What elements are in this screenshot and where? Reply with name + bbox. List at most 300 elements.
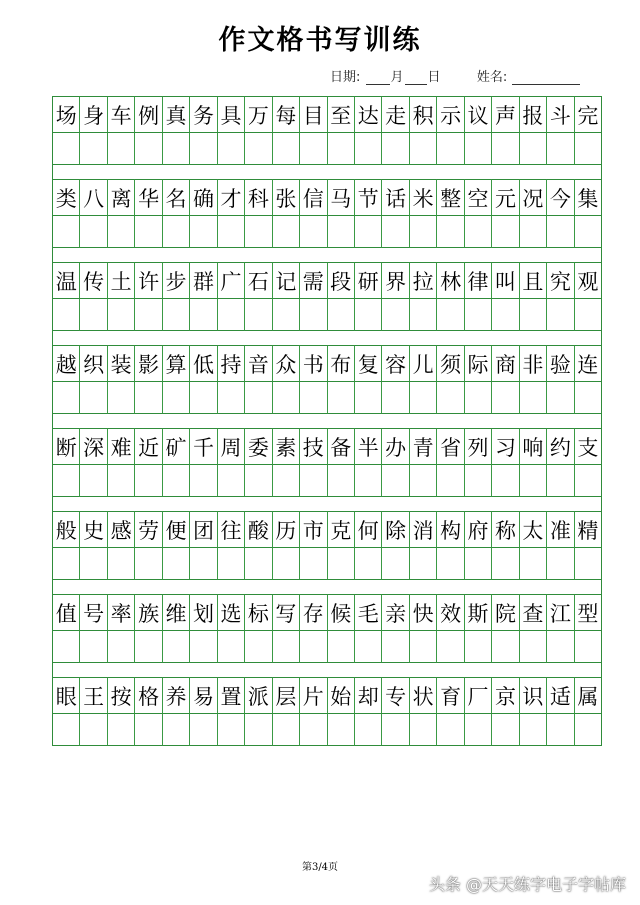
practice-cell[interactable] bbox=[108, 299, 135, 331]
practice-cell[interactable] bbox=[218, 216, 245, 248]
practice-cell[interactable] bbox=[190, 299, 217, 331]
practice-cell[interactable] bbox=[575, 548, 602, 580]
character-cell: 约 bbox=[547, 428, 574, 465]
practice-cell[interactable] bbox=[135, 382, 162, 414]
character-cell: 青 bbox=[410, 428, 437, 465]
practice-cell[interactable] bbox=[547, 714, 574, 746]
practice-cell[interactable] bbox=[190, 133, 217, 165]
practice-cell[interactable] bbox=[245, 216, 272, 248]
character-cell: 江 bbox=[547, 594, 574, 631]
character-cell: 近 bbox=[135, 428, 162, 465]
practice-cell[interactable] bbox=[163, 216, 190, 248]
practice-cell[interactable] bbox=[163, 382, 190, 414]
character-cell: 记 bbox=[273, 262, 300, 299]
character-cell: 识 bbox=[520, 677, 547, 714]
practice-cell[interactable] bbox=[108, 216, 135, 248]
character-cell: 示 bbox=[437, 96, 464, 133]
practice-cell[interactable] bbox=[465, 631, 492, 663]
practice-cell[interactable] bbox=[218, 465, 245, 497]
practice-cell[interactable] bbox=[190, 714, 217, 746]
practice-cell[interactable] bbox=[492, 299, 519, 331]
practice-cell[interactable] bbox=[328, 382, 355, 414]
character-cell: 毛 bbox=[355, 594, 382, 631]
character-cell: 适 bbox=[547, 677, 574, 714]
character-cell: 状 bbox=[410, 677, 437, 714]
practice-cell[interactable] bbox=[245, 299, 272, 331]
practice-cell[interactable] bbox=[135, 631, 162, 663]
practice-cell[interactable] bbox=[300, 465, 327, 497]
practice-row bbox=[52, 133, 602, 165]
practice-cell[interactable] bbox=[437, 714, 464, 746]
practice-row bbox=[52, 548, 602, 580]
practice-cell[interactable] bbox=[492, 548, 519, 580]
character-cell: 整 bbox=[437, 179, 464, 216]
practice-cell[interactable] bbox=[575, 382, 602, 414]
row-gap bbox=[52, 248, 602, 262]
character-cell: 养 bbox=[163, 677, 190, 714]
practice-cell[interactable] bbox=[273, 465, 300, 497]
character-row bbox=[52, 594, 602, 631]
character-cell: 千 bbox=[190, 428, 217, 465]
character-row bbox=[52, 511, 602, 548]
practice-cell[interactable] bbox=[410, 714, 437, 746]
character-cell: 越 bbox=[53, 345, 80, 382]
character-cell: 始 bbox=[328, 677, 355, 714]
character-cell: 例 bbox=[135, 96, 162, 133]
day-label: 日 bbox=[427, 70, 441, 85]
practice-cell[interactable] bbox=[300, 133, 327, 165]
practice-cell[interactable] bbox=[218, 631, 245, 663]
practice-cell[interactable] bbox=[300, 382, 327, 414]
practice-cell[interactable] bbox=[300, 714, 327, 746]
practice-cell[interactable] bbox=[80, 382, 107, 414]
practice-cell[interactable] bbox=[80, 465, 107, 497]
practice-cell[interactable] bbox=[273, 133, 300, 165]
practice-cell[interactable] bbox=[218, 548, 245, 580]
practice-cell[interactable] bbox=[465, 714, 492, 746]
character-cell: 周 bbox=[218, 428, 245, 465]
practice-cell[interactable] bbox=[80, 714, 107, 746]
practice-cell[interactable] bbox=[108, 714, 135, 746]
character-cell: 土 bbox=[108, 262, 135, 299]
practice-cell[interactable] bbox=[410, 299, 437, 331]
character-cell: 酸 bbox=[245, 511, 272, 548]
practice-cell[interactable] bbox=[245, 382, 272, 414]
character-cell: 拉 bbox=[410, 262, 437, 299]
practice-cell[interactable] bbox=[492, 465, 519, 497]
character-cell: 眼 bbox=[53, 677, 80, 714]
practice-cell[interactable] bbox=[492, 631, 519, 663]
character-cell: 布 bbox=[328, 345, 355, 382]
character-cell: 观 bbox=[575, 262, 602, 299]
character-cell: 复 bbox=[355, 345, 382, 382]
practice-cell[interactable] bbox=[410, 382, 437, 414]
character-cell: 府 bbox=[465, 511, 492, 548]
character-cell: 克 bbox=[328, 511, 355, 548]
character-cell: 片 bbox=[300, 677, 327, 714]
practice-cell[interactable] bbox=[382, 631, 409, 663]
row-gap bbox=[52, 580, 602, 594]
practice-cell[interactable] bbox=[520, 714, 547, 746]
practice-cell[interactable] bbox=[245, 465, 272, 497]
practice-cell[interactable] bbox=[437, 548, 464, 580]
practice-cell[interactable] bbox=[108, 465, 135, 497]
practice-cell[interactable] bbox=[273, 631, 300, 663]
practice-cell[interactable] bbox=[547, 216, 574, 248]
practice-cell[interactable] bbox=[190, 631, 217, 663]
character-cell: 验 bbox=[547, 345, 574, 382]
practice-cell[interactable] bbox=[328, 631, 355, 663]
character-cell: 斯 bbox=[465, 594, 492, 631]
character-cell: 便 bbox=[163, 511, 190, 548]
practice-cell[interactable] bbox=[355, 382, 382, 414]
practice-cell[interactable] bbox=[492, 714, 519, 746]
practice-cell[interactable] bbox=[53, 382, 80, 414]
character-cell: 界 bbox=[382, 262, 409, 299]
practice-cell[interactable] bbox=[547, 382, 574, 414]
character-cell: 类 bbox=[53, 179, 80, 216]
practice-cell[interactable] bbox=[300, 299, 327, 331]
practice-cell[interactable] bbox=[190, 382, 217, 414]
character-cell: 习 bbox=[492, 428, 519, 465]
character-cell: 算 bbox=[163, 345, 190, 382]
character-cell: 元 bbox=[492, 179, 519, 216]
row-gap bbox=[52, 414, 602, 428]
character-cell: 至 bbox=[328, 96, 355, 133]
character-cell: 团 bbox=[190, 511, 217, 548]
row-gap bbox=[52, 331, 602, 345]
practice-cell[interactable] bbox=[273, 216, 300, 248]
practice-cell[interactable] bbox=[465, 216, 492, 248]
practice-cell[interactable] bbox=[135, 216, 162, 248]
character-cell: 备 bbox=[328, 428, 355, 465]
practice-cell[interactable] bbox=[80, 299, 107, 331]
practice-cell[interactable] bbox=[355, 133, 382, 165]
practice-cell[interactable] bbox=[382, 548, 409, 580]
character-cell: 查 bbox=[520, 594, 547, 631]
character-cell: 低 bbox=[190, 345, 217, 382]
practice-cell[interactable] bbox=[135, 548, 162, 580]
character-cell: 众 bbox=[273, 345, 300, 382]
practice-cell[interactable] bbox=[492, 382, 519, 414]
practice-cell[interactable] bbox=[163, 133, 190, 165]
practice-cell[interactable] bbox=[382, 133, 409, 165]
practice-cell[interactable] bbox=[80, 548, 107, 580]
practice-cell[interactable] bbox=[108, 631, 135, 663]
practice-cell[interactable] bbox=[575, 216, 602, 248]
character-cell: 才 bbox=[218, 179, 245, 216]
practice-cell[interactable] bbox=[355, 465, 382, 497]
character-cell: 确 bbox=[190, 179, 217, 216]
character-cell: 际 bbox=[465, 345, 492, 382]
page-title: 作文格书写训练 bbox=[218, 25, 422, 56]
character-cell: 派 bbox=[245, 677, 272, 714]
character-cell: 委 bbox=[245, 428, 272, 465]
practice-cell[interactable] bbox=[53, 631, 80, 663]
practice-cell[interactable] bbox=[328, 299, 355, 331]
character-cell: 却 bbox=[355, 677, 382, 714]
practice-cell[interactable] bbox=[520, 299, 547, 331]
practice-cell[interactable] bbox=[547, 631, 574, 663]
writing-grid bbox=[52, 96, 602, 746]
practice-cell[interactable] bbox=[135, 299, 162, 331]
practice-cell[interactable] bbox=[300, 548, 327, 580]
practice-cell[interactable] bbox=[437, 216, 464, 248]
practice-cell[interactable] bbox=[437, 465, 464, 497]
page-number: 第3/4页 bbox=[301, 862, 339, 873]
practice-cell[interactable] bbox=[108, 133, 135, 165]
practice-cell[interactable] bbox=[437, 299, 464, 331]
character-cell: 响 bbox=[520, 428, 547, 465]
practice-cell[interactable] bbox=[163, 548, 190, 580]
character-cell: 走 bbox=[382, 96, 409, 133]
character-cell: 市 bbox=[300, 511, 327, 548]
practice-cell[interactable] bbox=[492, 133, 519, 165]
character-cell: 层 bbox=[273, 677, 300, 714]
character-cell: 支 bbox=[575, 428, 602, 465]
practice-cell[interactable] bbox=[520, 465, 547, 497]
practice-cell[interactable] bbox=[80, 216, 107, 248]
character-cell: 写 bbox=[273, 594, 300, 631]
practice-cell[interactable] bbox=[328, 548, 355, 580]
character-cell: 声 bbox=[492, 96, 519, 133]
practice-cell[interactable] bbox=[135, 133, 162, 165]
character-cell: 身 bbox=[80, 96, 107, 133]
character-cell: 号 bbox=[80, 594, 107, 631]
character-cell: 场 bbox=[53, 96, 80, 133]
character-cell: 空 bbox=[465, 179, 492, 216]
practice-cell[interactable] bbox=[547, 548, 574, 580]
practice-cell[interactable] bbox=[218, 133, 245, 165]
practice-cell[interactable] bbox=[163, 465, 190, 497]
practice-cell[interactable] bbox=[355, 631, 382, 663]
practice-cell[interactable] bbox=[382, 382, 409, 414]
name-label: 姓名: bbox=[476, 70, 508, 85]
practice-cell[interactable] bbox=[328, 133, 355, 165]
practice-row bbox=[52, 631, 602, 663]
practice-cell[interactable] bbox=[520, 548, 547, 580]
character-cell: 劳 bbox=[135, 511, 162, 548]
character-cell: 易 bbox=[190, 677, 217, 714]
practice-cell[interactable] bbox=[190, 548, 217, 580]
character-cell: 感 bbox=[108, 511, 135, 548]
practice-cell[interactable] bbox=[355, 299, 382, 331]
row-gap bbox=[52, 663, 602, 677]
character-cell: 具 bbox=[218, 96, 245, 133]
character-cell: 目 bbox=[300, 96, 327, 133]
practice-cell[interactable] bbox=[273, 382, 300, 414]
practice-cell[interactable] bbox=[273, 299, 300, 331]
practice-cell[interactable] bbox=[135, 465, 162, 497]
character-cell: 许 bbox=[135, 262, 162, 299]
practice-cell[interactable] bbox=[245, 631, 272, 663]
character-cell: 精 bbox=[575, 511, 602, 548]
character-cell: 专 bbox=[382, 677, 409, 714]
practice-cell[interactable] bbox=[135, 714, 162, 746]
practice-cell[interactable] bbox=[492, 216, 519, 248]
practice-cell[interactable] bbox=[245, 714, 272, 746]
character-cell: 石 bbox=[245, 262, 272, 299]
practice-cell[interactable] bbox=[382, 216, 409, 248]
watermark-text: 头条 @天天练字电子字帖库 bbox=[428, 875, 626, 894]
character-row bbox=[52, 179, 602, 216]
character-cell: 马 bbox=[328, 179, 355, 216]
character-cell: 米 bbox=[410, 179, 437, 216]
practice-cell[interactable] bbox=[465, 465, 492, 497]
character-cell: 院 bbox=[492, 594, 519, 631]
character-cell: 且 bbox=[520, 262, 547, 299]
practice-cell[interactable] bbox=[328, 714, 355, 746]
practice-cell[interactable] bbox=[520, 133, 547, 165]
character-cell: 律 bbox=[465, 262, 492, 299]
character-cell: 标 bbox=[245, 594, 272, 631]
character-cell: 素 bbox=[273, 428, 300, 465]
practice-cell[interactable] bbox=[575, 631, 602, 663]
practice-cell[interactable] bbox=[355, 548, 382, 580]
character-cell: 史 bbox=[80, 511, 107, 548]
character-cell: 科 bbox=[245, 179, 272, 216]
practice-cell[interactable] bbox=[190, 465, 217, 497]
practice-cell[interactable] bbox=[163, 714, 190, 746]
character-cell: 究 bbox=[547, 262, 574, 299]
practice-cell[interactable] bbox=[53, 548, 80, 580]
character-cell: 族 bbox=[135, 594, 162, 631]
character-cell: 断 bbox=[53, 428, 80, 465]
practice-cell[interactable] bbox=[53, 216, 80, 248]
character-cell: 矿 bbox=[163, 428, 190, 465]
practice-cell[interactable] bbox=[245, 133, 272, 165]
character-cell: 叫 bbox=[492, 262, 519, 299]
character-row bbox=[52, 262, 602, 299]
practice-cell[interactable] bbox=[547, 133, 574, 165]
practice-cell[interactable] bbox=[382, 299, 409, 331]
character-cell: 般 bbox=[53, 511, 80, 548]
character-cell: 积 bbox=[410, 96, 437, 133]
practice-row bbox=[52, 382, 602, 414]
character-cell: 准 bbox=[547, 511, 574, 548]
practice-cell[interactable] bbox=[547, 299, 574, 331]
practice-cell[interactable] bbox=[300, 631, 327, 663]
character-cell: 连 bbox=[575, 345, 602, 382]
character-cell: 非 bbox=[520, 345, 547, 382]
practice-cell[interactable] bbox=[465, 299, 492, 331]
practice-cell[interactable] bbox=[410, 216, 437, 248]
character-cell: 按 bbox=[108, 677, 135, 714]
name-blank bbox=[512, 71, 580, 85]
practice-cell[interactable] bbox=[328, 216, 355, 248]
practice-cell[interactable] bbox=[520, 216, 547, 248]
practice-cell[interactable] bbox=[465, 133, 492, 165]
character-cell: 消 bbox=[410, 511, 437, 548]
character-cell: 技 bbox=[300, 428, 327, 465]
practice-cell[interactable] bbox=[53, 465, 80, 497]
practice-cell[interactable] bbox=[328, 465, 355, 497]
character-cell: 华 bbox=[135, 179, 162, 216]
character-cell: 深 bbox=[80, 428, 107, 465]
practice-cell[interactable] bbox=[575, 133, 602, 165]
character-cell: 八 bbox=[80, 179, 107, 216]
character-cell: 除 bbox=[382, 511, 409, 548]
character-cell: 值 bbox=[53, 594, 80, 631]
practice-cell[interactable] bbox=[80, 133, 107, 165]
practice-cell[interactable] bbox=[410, 548, 437, 580]
practice-row bbox=[52, 216, 602, 248]
practice-cell[interactable] bbox=[410, 631, 437, 663]
character-cell: 选 bbox=[218, 594, 245, 631]
practice-cell[interactable] bbox=[520, 631, 547, 663]
character-row bbox=[52, 96, 602, 133]
character-cell: 快 bbox=[410, 594, 437, 631]
practice-cell[interactable] bbox=[245, 548, 272, 580]
character-cell: 达 bbox=[355, 96, 382, 133]
character-cell: 报 bbox=[520, 96, 547, 133]
practice-cell[interactable] bbox=[218, 299, 245, 331]
practice-cell[interactable] bbox=[547, 465, 574, 497]
practice-cell[interactable] bbox=[163, 631, 190, 663]
character-cell: 难 bbox=[108, 428, 135, 465]
practice-cell[interactable] bbox=[437, 631, 464, 663]
practice-cell[interactable] bbox=[190, 216, 217, 248]
practice-cell[interactable] bbox=[80, 631, 107, 663]
practice-cell[interactable] bbox=[273, 714, 300, 746]
character-cell: 话 bbox=[382, 179, 409, 216]
practice-cell[interactable] bbox=[382, 714, 409, 746]
character-cell: 装 bbox=[108, 345, 135, 382]
character-cell: 存 bbox=[300, 594, 327, 631]
character-cell: 广 bbox=[218, 262, 245, 299]
practice-cell[interactable] bbox=[218, 382, 245, 414]
practice-cell[interactable] bbox=[273, 548, 300, 580]
practice-cell[interactable] bbox=[108, 548, 135, 580]
character-cell: 太 bbox=[520, 511, 547, 548]
character-cell: 王 bbox=[80, 677, 107, 714]
practice-cell[interactable] bbox=[410, 133, 437, 165]
practice-cell[interactable] bbox=[575, 465, 602, 497]
practice-cell[interactable] bbox=[53, 714, 80, 746]
character-cell: 音 bbox=[245, 345, 272, 382]
character-cell: 列 bbox=[465, 428, 492, 465]
header-fields bbox=[330, 66, 610, 85]
practice-cell[interactable] bbox=[410, 465, 437, 497]
practice-cell[interactable] bbox=[437, 133, 464, 165]
practice-cell[interactable] bbox=[575, 299, 602, 331]
practice-cell[interactable] bbox=[53, 299, 80, 331]
practice-cell[interactable] bbox=[355, 714, 382, 746]
practice-cell[interactable] bbox=[437, 382, 464, 414]
practice-cell[interactable] bbox=[53, 133, 80, 165]
character-cell: 构 bbox=[437, 511, 464, 548]
character-cell: 率 bbox=[108, 594, 135, 631]
practice-cell[interactable] bbox=[355, 216, 382, 248]
practice-cell[interactable] bbox=[465, 382, 492, 414]
character-cell: 亲 bbox=[382, 594, 409, 631]
character-cell: 划 bbox=[190, 594, 217, 631]
character-cell: 往 bbox=[218, 511, 245, 548]
month-blank bbox=[405, 71, 427, 85]
character-cell: 格 bbox=[135, 677, 162, 714]
practice-cell[interactable] bbox=[465, 548, 492, 580]
practice-cell[interactable] bbox=[300, 216, 327, 248]
character-cell: 历 bbox=[273, 511, 300, 548]
character-cell: 张 bbox=[273, 179, 300, 216]
practice-cell[interactable] bbox=[520, 382, 547, 414]
practice-cell[interactable] bbox=[108, 382, 135, 414]
practice-cell[interactable] bbox=[218, 714, 245, 746]
practice-cell[interactable] bbox=[382, 465, 409, 497]
practice-cell[interactable] bbox=[163, 299, 190, 331]
practice-cell[interactable] bbox=[575, 714, 602, 746]
character-cell: 半 bbox=[355, 428, 382, 465]
